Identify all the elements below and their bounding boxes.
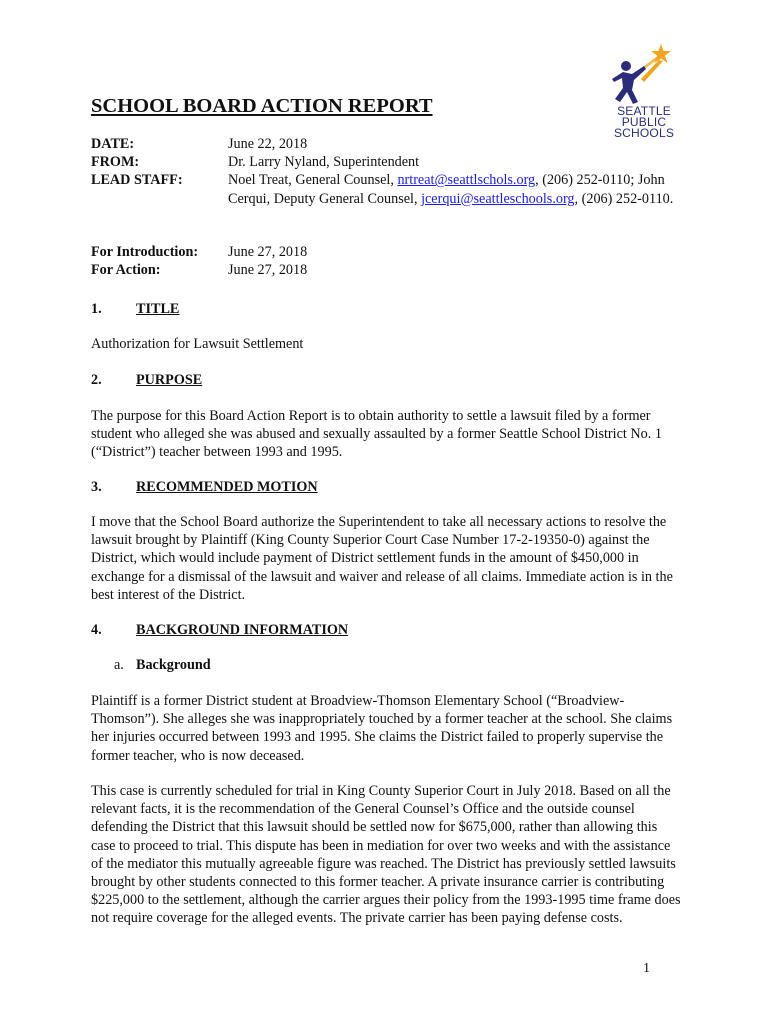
from-row: [91, 153, 691, 171]
lead-staff-label: LEAD STAFF:: [91, 172, 183, 189]
section-4a-title: Background: [136, 657, 211, 673]
lead-2-email-link[interactable]: jcerqui@seattleschools.org: [421, 190, 575, 207]
section-4a-heading: [114, 656, 211, 674]
page-number: 1: [643, 961, 650, 976]
introduction-label: For Introduction:: [91, 244, 199, 260]
section-3-heading: [91, 478, 318, 496]
section-4a-paragraph-2: This case is currently scheduled for trial in King County Superior Court in July 2018. Based on all the relevant facts, it is the recommendation of the General Counsel’s Office and the outside counsel defending the District that this lawsuit should be settled now for $675,000, rather than allowing this case to proceed to trial. This dispute has been in mediation for over two weeks and with the assistance of the mediator this mutually agreeable figure was reached. The District has previously settled lawsuits brought by other students connected to this former teacher. A private insurance carrier is contributing $225,000 to the settlement, although the carrier argues their policy from the 1993-1995 time frame does not require coverage for the alleged events. The private carrier has been paying defense costs.: [91, 783, 681, 927]
lead-staff-value: [228, 171, 683, 207]
dates-block: [91, 243, 691, 279]
seattle-public-schools-logo: [604, 44, 684, 144]
date-row: [91, 135, 691, 153]
action-value: June 27, 2018: [228, 262, 308, 279]
logo-star-figure-icon: [604, 44, 684, 106]
section-1-title: TITLE: [136, 301, 180, 317]
lead-2-phone: , (206) 252-0110.: [574, 190, 674, 207]
action-label: For Action:: [91, 262, 161, 279]
section-1-body: Authorization for Lawsuit Settlement: [91, 336, 304, 352]
logo-line-3: SCHOOLS: [613, 126, 675, 140]
action-row: [91, 261, 691, 279]
date-label: DATE:: [91, 136, 135, 152]
lead-2-name: John Cerqui, Deputy General Counsel,: [228, 172, 665, 207]
lead-1-name: Noel Treat, General Counsel,: [228, 172, 398, 189]
introduction-row: [91, 243, 691, 261]
lead-1-phone: , (206) 252-0110;: [535, 172, 635, 189]
section-1-number: 1.: [91, 301, 102, 317]
section-2-heading: [91, 371, 202, 389]
lead-1-email-link[interactable]: nrtreat@seattlschols.org: [397, 172, 536, 189]
section-2-title: PURPOSE: [136, 372, 203, 388]
from-label: FROM:: [91, 154, 140, 171]
logo-line-1: SEATTLE: [617, 104, 671, 118]
logo-figure-head: [621, 61, 631, 71]
section-2-body: The purpose for this Board Action Report is to obtain authority to settle a lawsuit filed by a former student who alleged she was abused and sexually assaulted by a former Seattle School District No. 1 (“District”) teacher between 1993 and 1995.: [91, 408, 662, 461]
from-value: Dr. Larry Nyland, Superintendent: [228, 154, 420, 171]
introduction-value: June 27, 2018: [228, 244, 308, 260]
logo-figure-body: [612, 66, 646, 104]
section-4-number: 4.: [91, 622, 102, 638]
section-4-title: BACKGROUND INFORMATION: [136, 622, 349, 638]
section-4a-paragraph-1: Plaintiff is a former District student at Broadview-Thomson Elementary School (“Broadview-Thomson”). She alleges she was inappropriately touched by a former teacher at the school. She claims her injuries occurred between 1993 and 1995. She claims the District failed to properly supervise the former teacher, who is now deceased.: [91, 693, 673, 764]
section-3-body: I move that the School Board authorize the Superintendent to take all necessary actions to resolve the lawsuit brought by Plaintiff (King County Superior Court Case Number 17-2-19350-0) against the District, which would include payment of District settlement funds in the amount of $450,000 in exchange for a dismissal of the lawsuit and waiver and release of all claims. Immediate action is in the best interest of the District.: [91, 514, 673, 603]
section-1-heading: [91, 300, 179, 318]
logo-line-2: PUBLIC: [621, 115, 667, 129]
document-title: SCHOOL BOARD ACTION REPORT: [91, 95, 433, 117]
section-3-title: RECOMMENDED MOTION: [136, 479, 318, 495]
section-4-heading: [91, 621, 348, 639]
date-value: June 22, 2018: [228, 136, 308, 152]
section-4a-letter: a.: [114, 657, 124, 673]
section-3-number: 3.: [91, 479, 102, 495]
section-2-number: 2.: [91, 372, 102, 388]
lead-staff-row: [91, 171, 691, 207]
meta-block: [91, 135, 691, 208]
